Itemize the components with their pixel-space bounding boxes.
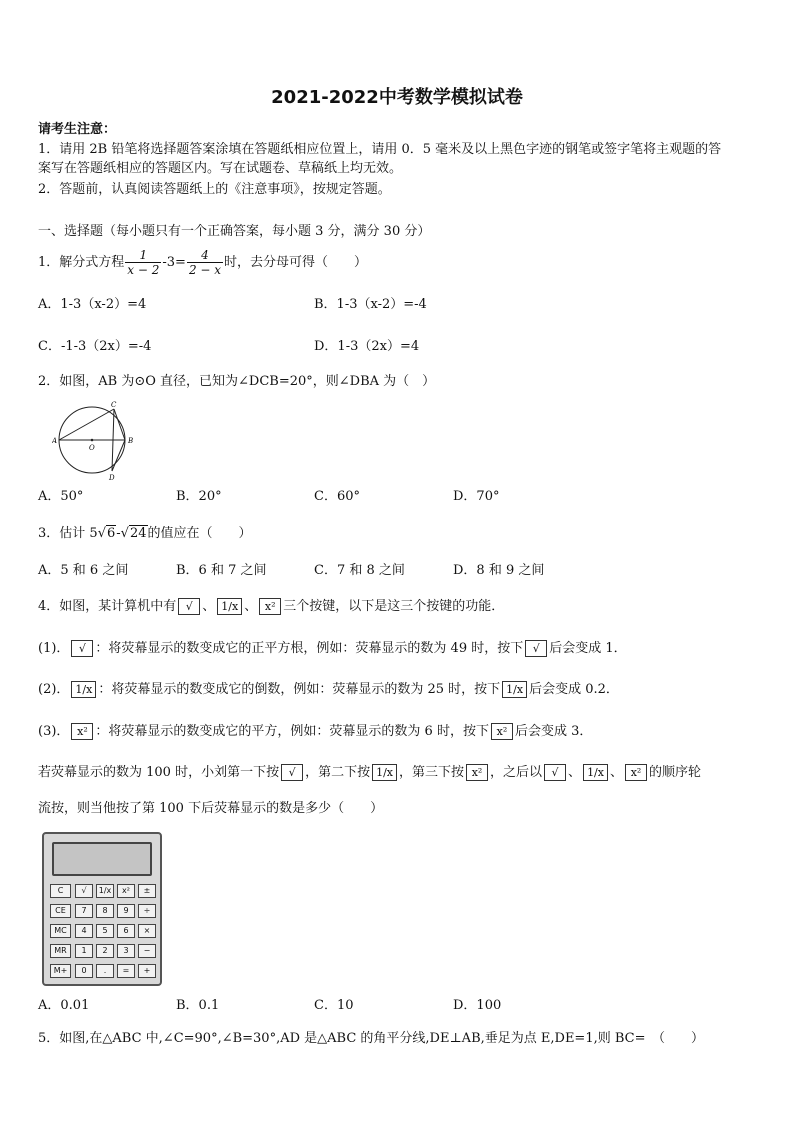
para-text-b: ，第二下按 (305, 765, 371, 780)
sqrt-key-icon: √ (178, 598, 200, 615)
item-2-number: (2)． (38, 682, 70, 697)
q2-option-a: A．50° (38, 489, 84, 504)
calc-key: 4 (75, 924, 93, 938)
label-d: D (109, 474, 115, 482)
question-4-stem (38, 598, 504, 615)
page-title: 2021-2022中考数学模拟试卷 (271, 87, 523, 108)
q1-option-d: D．1-3（2x）=4 (314, 339, 420, 354)
calc-key: C (50, 884, 71, 898)
radicand-24: 24 (129, 526, 147, 541)
item-1-text: ：将荧幕显示的数变成它的正平方根，例如：荧幕显示的数为 49 时，按下 (95, 641, 524, 656)
question-1-stem (38, 248, 367, 278)
q1-suffix: 时，去分母可得（ ） (224, 255, 368, 270)
para-text-a: 若荧幕显示的数为 100 时，小刘第一下按 (38, 765, 280, 780)
item-1-result: 后会变成 1． (549, 641, 627, 656)
q3-option-c: C．7 和 8 之间 (314, 563, 405, 578)
q3-suffix: 的值应在（ ） (147, 526, 252, 541)
reciprocal-key-icon: 1/x (583, 764, 608, 781)
label-o: O (89, 444, 95, 452)
para-sep-1: 、 (568, 765, 582, 780)
chord-cb (114, 409, 125, 440)
q2-option-d: D．70° (453, 489, 500, 504)
q4-option-b: B．0.1 (176, 998, 220, 1013)
radical-24: √24 (120, 526, 147, 541)
q1-prefix: 1．解分式方程 (38, 255, 125, 270)
q2-option-c: C．60° (314, 489, 360, 504)
notice-line-3: 2．答题前，认真阅读答题纸上的《注意事项》，按规定答题。 (38, 182, 391, 197)
q4-sep-1: 、 (202, 599, 216, 614)
sqrt-key-icon: √ (525, 640, 547, 657)
q3-prefix: 3．估计 5 (38, 526, 98, 541)
calc-key: 8 (96, 904, 114, 918)
reciprocal-key-icon: 1/x (502, 681, 527, 698)
fraction-1-denominator: x − 2 (127, 263, 160, 277)
q4-paragraph-line-2: 流按，则当他按了第 100 下后荧幕显示的数是多少（ ） (38, 801, 384, 816)
circle-diagram (52, 400, 142, 482)
calc-key: MC (50, 924, 71, 938)
q4-item-3 (38, 723, 592, 740)
calc-key: M+ (50, 964, 71, 978)
q1-option-a: A．1-3（x-2）=4 (38, 297, 147, 312)
calculator-screen (52, 842, 152, 876)
q3-mid: - (116, 526, 121, 541)
q4-item-2 (38, 681, 619, 698)
sqrt-key-icon: √ (544, 764, 566, 781)
chord-ac (59, 409, 114, 440)
reciprocal-key-icon: 1/x (217, 598, 242, 615)
calc-key: 0 (75, 964, 93, 978)
q4-intro-text: 4．如图，某计算机中有 (38, 599, 177, 614)
calc-key: + (138, 964, 156, 978)
radical-6: √6 (97, 526, 116, 541)
para-sep-2: 、 (609, 765, 623, 780)
calc-key: MR (50, 944, 71, 958)
calc-key: 7 (75, 904, 93, 918)
fraction-1-numerator: 1 (125, 248, 161, 263)
calc-key: − (138, 944, 156, 958)
para-text-d: ，之后以 (490, 765, 543, 780)
question-2-stem: 2．如图，AB 为⊙O 直径，已知为∠DCB=20°，则∠DBA 为（ ） (38, 374, 436, 389)
q4-intro-end: 三个按键，以下是这三个按键的功能． (283, 599, 505, 614)
section-heading: 一、选择题（每小题只有一个正确答案，每小题 3 分，满分 30 分） (38, 224, 431, 239)
item-3-number: (3)． (38, 724, 70, 739)
question-3-stem (38, 526, 252, 542)
q2-option-b: B．20° (176, 489, 222, 504)
q3-option-a: A．5 和 6 之间 (38, 563, 129, 578)
q4-sep-2: 、 (244, 599, 258, 614)
calc-key: 3 (117, 944, 135, 958)
calc-key: 5 (96, 924, 114, 938)
calc-key: 1/x (96, 884, 114, 898)
calc-key: CE (50, 904, 71, 918)
fraction-2-denominator: 2 − x (188, 263, 222, 277)
calculator-illustration (42, 832, 162, 986)
q4-option-a: A．0.01 (38, 998, 90, 1013)
q4-option-c: C．10 (314, 998, 354, 1013)
square-key-icon: x² (625, 764, 647, 781)
label-c: C (111, 401, 117, 409)
q1-mid: -3= (162, 255, 186, 270)
fraction-2-numerator: 4 (187, 248, 223, 263)
calc-key: ± (138, 884, 156, 898)
calc-key: 1 (75, 944, 93, 958)
para-text-g: 的顺序轮 (649, 765, 702, 780)
q1-option-c: C．-1-3（2x）=-4 (38, 339, 152, 354)
chord-db (112, 440, 125, 471)
square-key-icon: x² (259, 598, 281, 615)
notice-line-1: 1．请用 2B 铅笔将选择题答案涂填在答题纸相应位置上，请用 0．5 毫米及以上黑色字迹的钢笔或签字笔将主观题的答 (38, 142, 722, 157)
item-3-text: ：将荧幕显示的数变成它的平方，例如：荧幕显示的数为 6 时，按下 (95, 724, 489, 739)
calc-key: . (96, 964, 114, 978)
center-point (91, 439, 94, 442)
notice-line-2: 案写在答题纸相应的答题区内。写在试题卷、草稿纸上均无效。 (38, 161, 403, 176)
radicand-6: 6 (106, 526, 116, 541)
calc-key: ÷ (138, 904, 156, 918)
calc-key: = (117, 964, 135, 978)
square-key-icon: x² (491, 723, 513, 740)
para-text-c: ，第三下按 (399, 765, 465, 780)
q4-paragraph (38, 764, 701, 781)
fraction-2 (187, 248, 223, 277)
calc-key: × (138, 924, 156, 938)
item-2-result: 后会变成 0.2． (529, 682, 619, 697)
q4-option-d: D．100 (453, 998, 502, 1013)
q3-option-d: D．8 和 9 之间 (453, 563, 545, 578)
reciprocal-key-icon: 1/x (71, 681, 96, 698)
square-key-icon: x² (466, 764, 488, 781)
q3-option-b: B．6 和 7 之间 (176, 563, 267, 578)
sqrt-key-icon: √ (71, 640, 93, 657)
question-5-stem: 5．如图,在△ABC 中,∠C=90°,∠B=30°,AD 是△ABC 的角平分线,DE⊥AB,垂足为点 E,DE=1,则 BC= （ ） (38, 1031, 704, 1046)
label-b: B (128, 437, 134, 445)
item-2-text: ：将荧幕显示的数变成它的倒数，例如：荧幕显示的数为 25 时，按下 (98, 682, 501, 697)
item-3-result: 后会变成 3． (514, 724, 593, 739)
q1-option-b: B．1-3（x-2）=-4 (314, 297, 427, 312)
calc-key: √ (75, 884, 93, 898)
calc-key: x² (117, 884, 135, 898)
fraction-1 (125, 248, 161, 277)
reciprocal-key-icon: 1/x (372, 764, 397, 781)
sqrt-key-icon: √ (281, 764, 303, 781)
calc-key: 9 (117, 904, 135, 918)
square-key-icon: x² (71, 723, 93, 740)
label-a: A (52, 437, 58, 445)
notice-heading: 请考生注意： (38, 122, 117, 137)
calc-key: 6 (117, 924, 135, 938)
item-1-number: (1)． (38, 641, 70, 656)
q4-item-1 (38, 640, 627, 657)
calc-key: 2 (96, 944, 114, 958)
